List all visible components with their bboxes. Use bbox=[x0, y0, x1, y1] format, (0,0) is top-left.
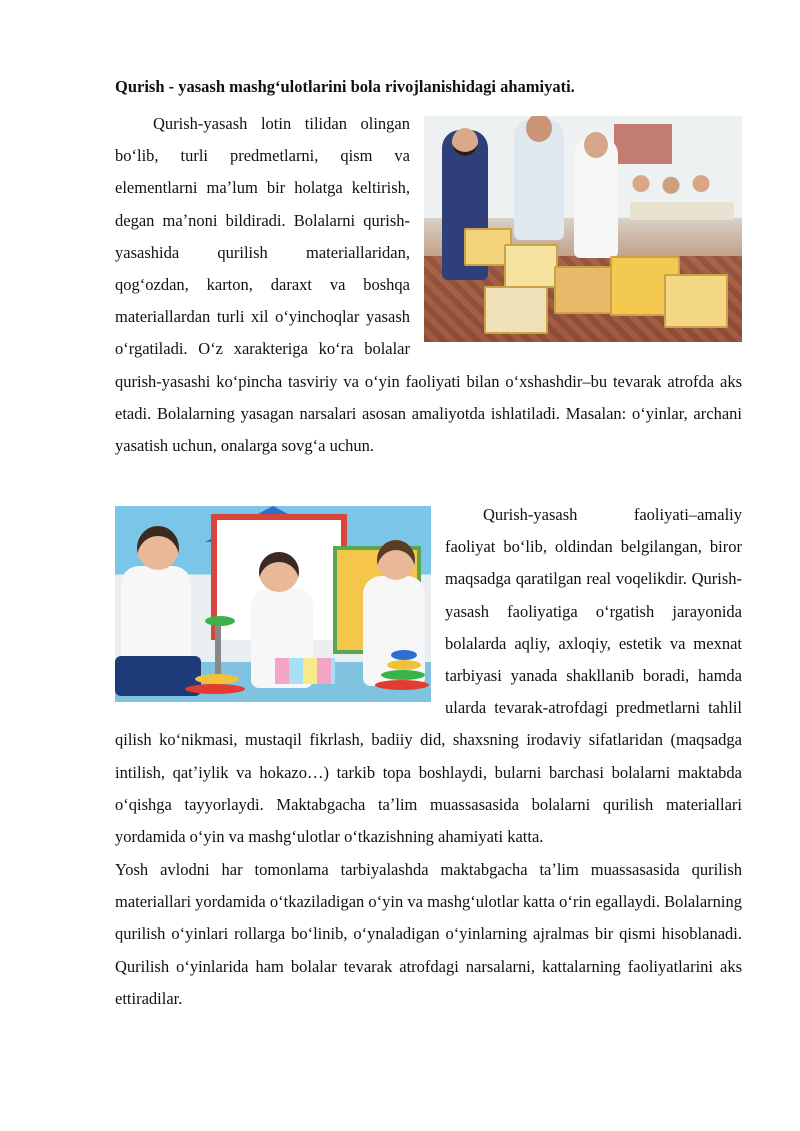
paragraph-3-text: Yosh avlodni har tomonlama tarbiyalashda maktabgacha taʼlim muassasasida qurilish materiallari yordamida oʻtkaziladigan oʻyin va mashgʻulotlar katta oʻrin egallaydi. Bolalarning qurilish oʻyinlari rollarga boʻlinib, oʻynaladigan oʻyinlarning ajralmas bir qismi hisoblanadi. Qurilish oʻyinlarida ham bolalar tevarak atrofdagi narsalarni, kattalarning faoliyatlarini aks ettiradilar. bbox=[115, 860, 742, 1008]
paragraph-1 bbox=[115, 108, 742, 462]
page-title: Qurish - yasash mashgʻulotlarini bola rivojlanishidagi ahamiyati. bbox=[115, 77, 575, 96]
paragraph-3 bbox=[115, 854, 742, 1015]
paragraph-1-text: Qurish-yasash lotin tilidan olingan boʻlib, turli predmetlarni, qism va elementlarni maʼlum bir holatga keltirish, degan maʼnoni bildiradi. Bolalarni qurish-yasashida qurilish materiallaridan, qogʻozdan, karton, daraxt va boshqa materiallardan turli xil oʻyinchoqlar yasash oʻrgatiladi. Oʻz xarakteriga koʻra bolalar qurish-yasashi koʻpincha tasviriy va oʻyin faoliyati bilan oʻxshashdir–bu tevarak atrofda aks etadi. Bolalarning yasagan narsalari asosan amaliyotda ishlatiladi. Masalan: oʻyinlar, archani yasatish uchun, onalarga sovgʻa uchun. bbox=[115, 114, 742, 456]
paragraph-2 bbox=[115, 499, 742, 853]
photo-toddlers-ring-stackers bbox=[115, 506, 431, 702]
photo-children-building-boxes bbox=[424, 116, 742, 342]
paragraph-2-text: Qurish-yasash faoliyati–amaliy faoliyat boʻlib, oldindan belgilangan, biror maqsadga qaratilgan real voqelikdir. Qurish-yasash faoliyatiga oʻrgatish jarayonida bolalarda aqliy, axloqiy, estetik va mexnat tarbiyasi yanada shakllanib boradi, hamda ularda tevarak-atrofdagi predmetlarni tahlil qilish koʻnikmasi, mustaqil fikrlash, badiiy did, shaxsning irodaviy sifatlaridan (maqsadga intilish, qatʼiylik va hokazo…) tarkib topa boshlaydi, bularni barchasi bolalarni maktabda oʻqishga tayyorlaydi. Maktabgacha taʼlim muassasasida bolalarni qurilish materiallari yordamida oʻyin va mashgʻulotlar oʻtkazishning ahamiyati katta. bbox=[115, 505, 742, 847]
